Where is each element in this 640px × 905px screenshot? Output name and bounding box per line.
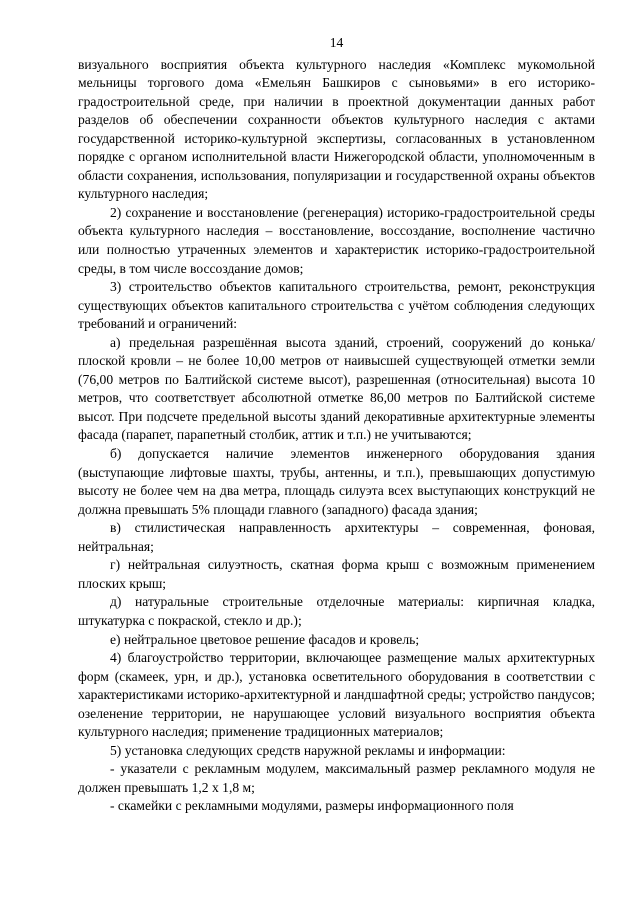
page-number: 14 [329, 35, 344, 50]
paragraph-10: 4) благоустройство территории, включающее размещение малых архитектурных форм (скамеек, урн, и др.), установка осветительного оборудования в соответствии с характеристиками историко-архитектурной и ландшафтной среды; устройство пандусов; озеленение территории, не нарушающее условий визуального восприятия объекта культурного наследия; применение традиционных материалов; [78, 650, 595, 740]
paragraph-6: в) стилистическая направленность архитектуры – современная, фоновая, нейтральная; [78, 520, 595, 554]
paragraph-8: д) натуральные строительные отделочные материалы: кирпичная кладка, штукатурка с покраской, стекло и др.); [78, 594, 595, 628]
paragraph-12: - указатели с рекламным модулем, максимальный размер рекламного модуля не должен превышать 1,2 х 1,8 м; [78, 761, 595, 795]
paragraph-5: б) допускается наличие элементов инженерного оборудования здания (выступающие лифтовые шахты, трубы, антенны, и т.п.), превышающих допустимую высоту не более чем на два метра, площадь силуэта всех выступающих конструкций не должна превышать 5% площади главного (западного) фасада здания; [78, 446, 595, 517]
paragraph-2: 2) сохранение и восстановление (регенерация) историко-градостроительной среды объекта культурного наследия – восстановление, воссоздание, восполнение частично или полностью утраченных элементов и характеристик историко-градостроительной среды, в том числе воссоздание домов; [78, 204, 595, 276]
paragraph-3: 3) строительство объектов капитального строительства, ремонт, реконструкция существующих объектов капитального строительства с учётом соблюдения следующих требований и ограничений: [78, 279, 595, 332]
paragraph-11: 5) установка следующих средств наружной рекламы и информации: [110, 742, 506, 758]
paragraph-7: г) нейтральная силуэтность, скатная форма крыш с возможным применением плоских крыш; [78, 557, 595, 591]
paragraph-9: е) нейтральное цветовое решение фасадов и кровель; [110, 631, 420, 647]
paragraph-13: - скамейки с рекламными модулями, размеры информационного поля [110, 798, 514, 814]
paragraph-1: визуального восприятия объекта культурного наследия «Комплекс мукомольной мельницы торгового дома «Емельян Башкиров с сыновьями» в его историко-градостроительной среде, при наличии в проектной документации данных работ разделов об обеспечении сохранности объектов культурного наследия с актами государственной историко-культурной экспертизы, согласованных в установленном порядке с органом исполнительной власти Нижегородской области, уполномоченным в области сохранения, использования, популяризации и государственной охраны объектов культурного наследия; [78, 56, 595, 202]
paragraph-4: а) предельная разрешённая высота зданий, строений, сооружений до конька/плоской кровли – не более 10,00 метров от наивысшей существующей отметки земли (76,00 метров по Балтийской системе высот), разрешенная (относительная) высота 10 метров, что соответствует абсолютной отметке 86,00 метров по Балтийской системе высот. При подсчете предельной высоты зданий декоративные архитектурные элементы фасада (парапет, парапетный столбик, аттик и т.п.) не учитываются; [78, 334, 595, 443]
document-page [78, 34, 595, 816]
